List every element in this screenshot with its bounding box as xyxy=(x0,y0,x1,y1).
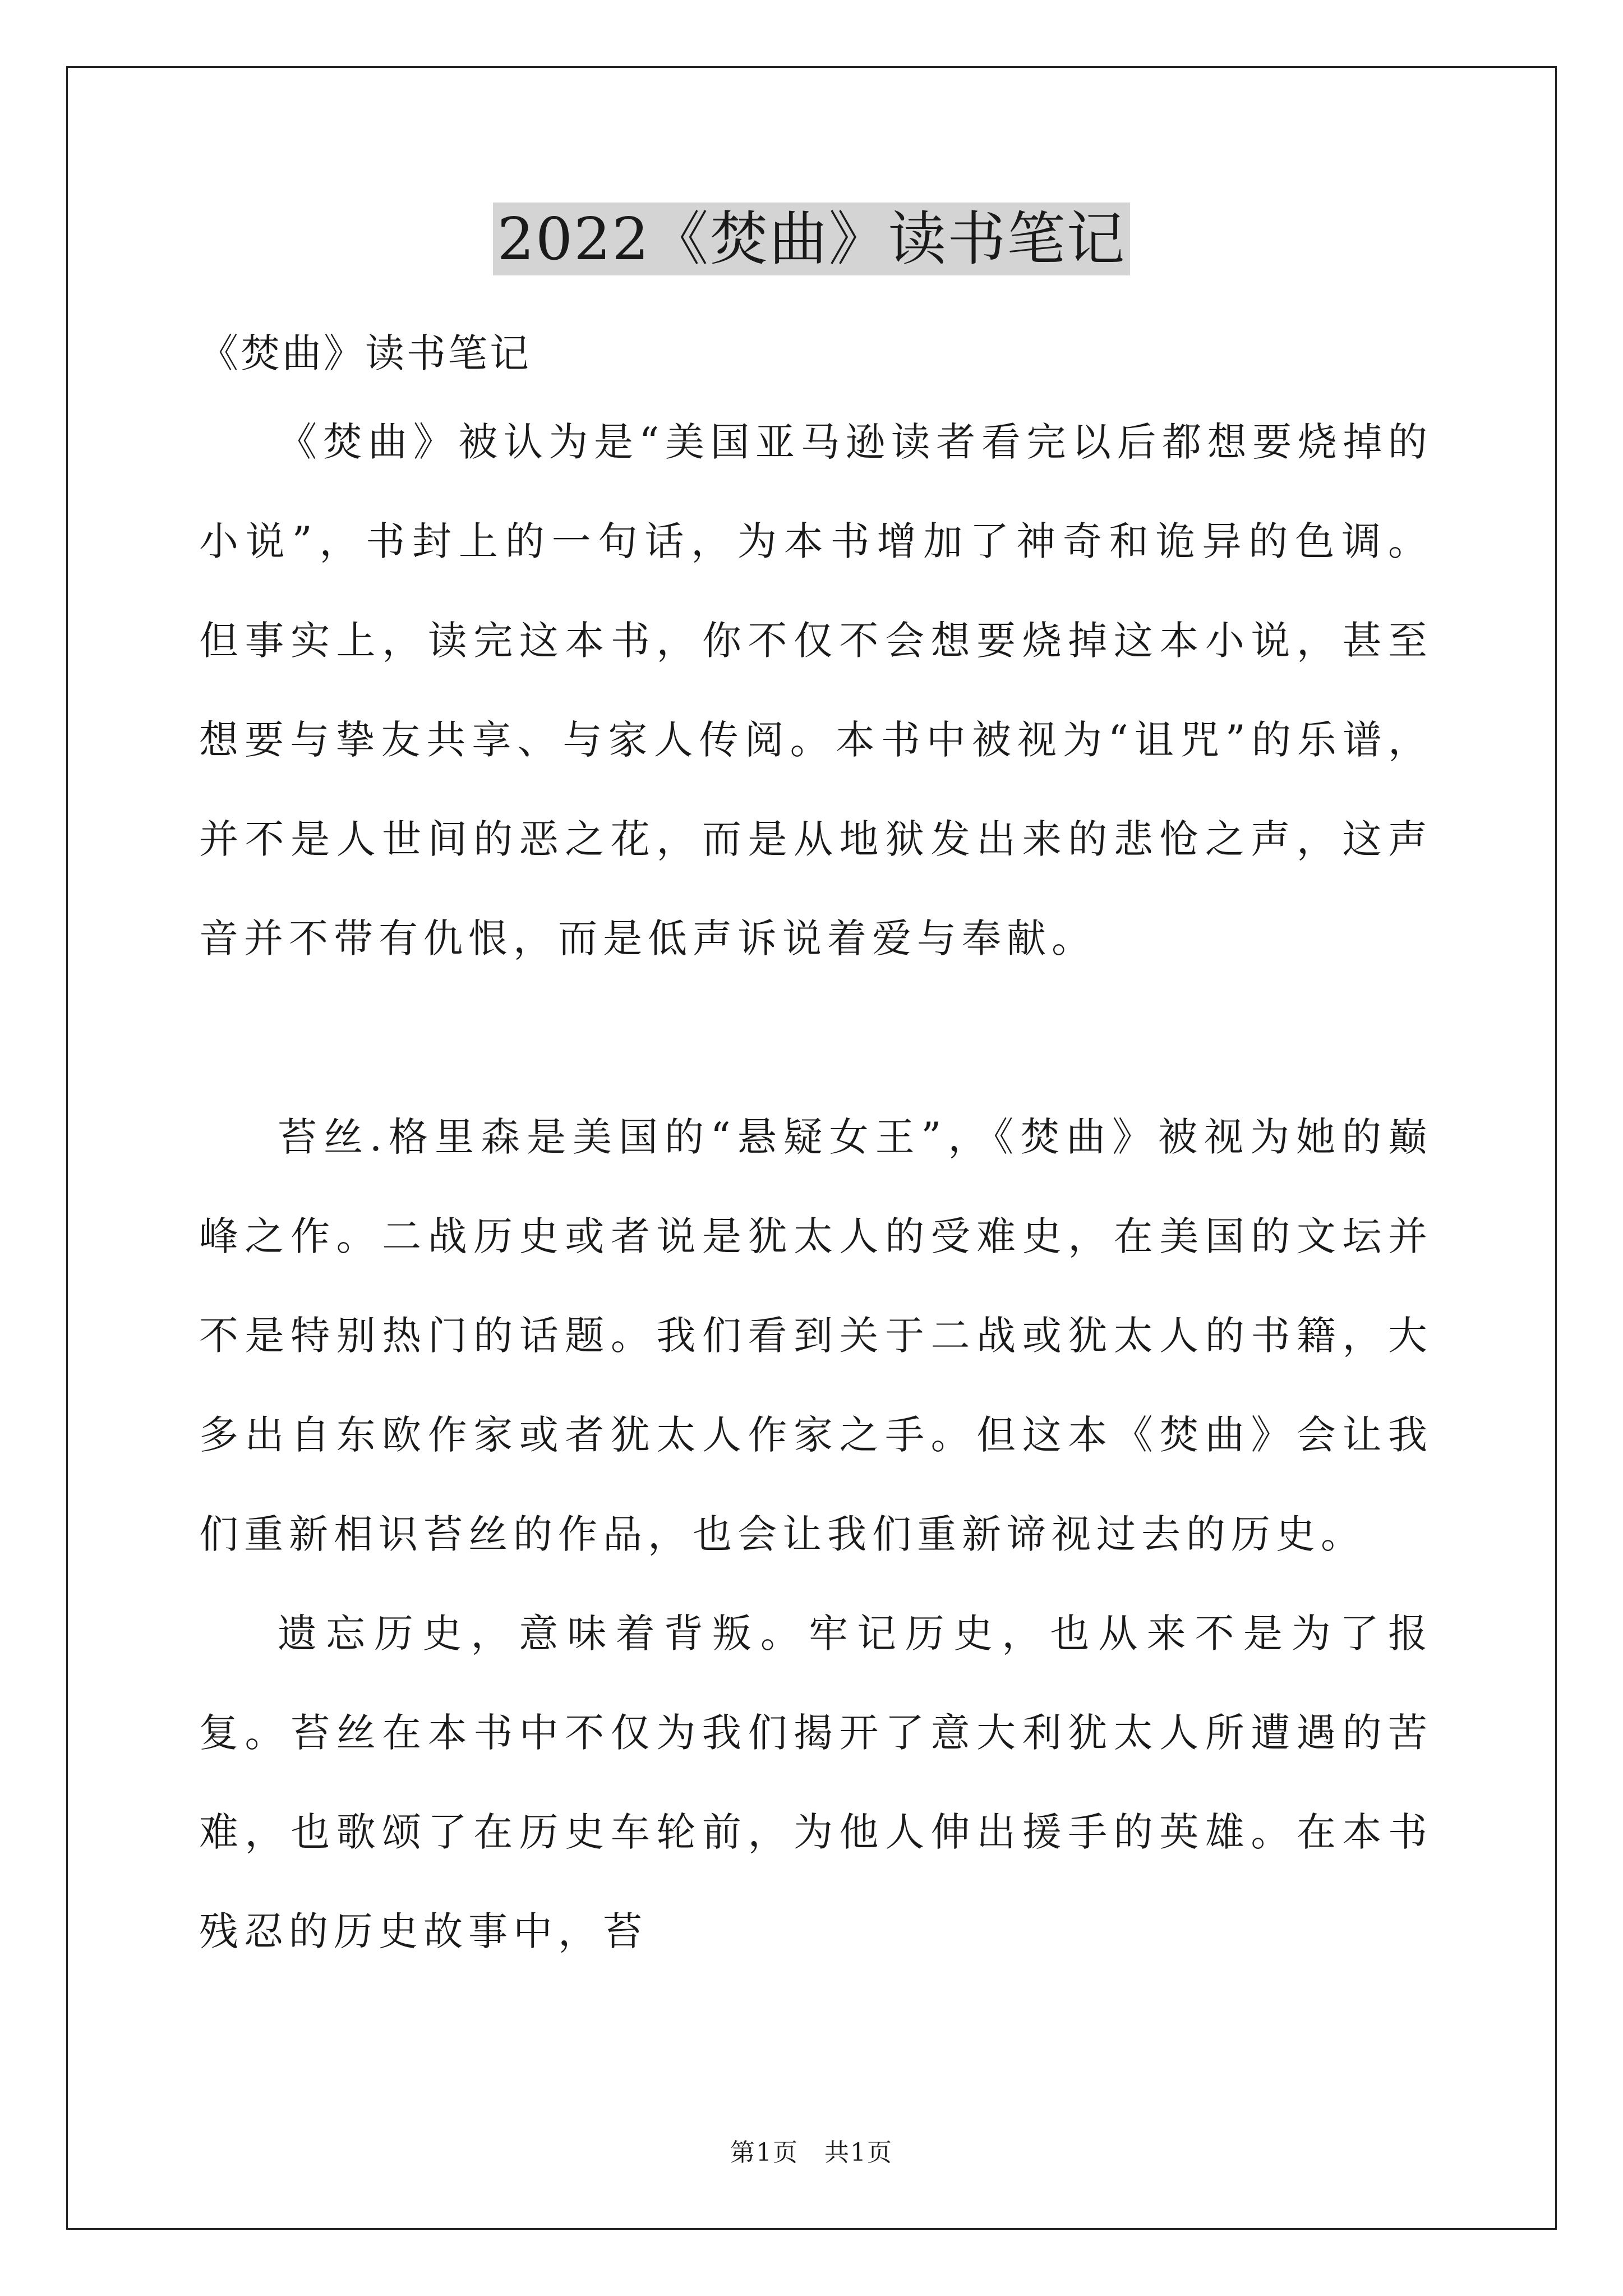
document-body xyxy=(199,314,1433,1981)
paragraph-1: 《焚曲》被认为是“美国亚马逊读者看完以后都想要烧掉的小说”，书封上的一句话，为本书增加了神奇和诡异的色调。但事实上，读完这本书，你不仅不会想要烧掉这本小说，甚至想要与挚友共享、与家人传阅。本书中被视为“诅咒”的乐谱，并不是人世间的恶之花，而是从地狱发出来的悲怆之声，这声音并不带有仇恨，而是低声诉说着爱与奉献。 xyxy=(199,419,1433,961)
document-title-text: 2022《焚曲》读书笔记 xyxy=(493,203,1131,275)
subheading: 《焚曲》读书笔记 xyxy=(199,330,531,376)
document-title xyxy=(0,200,1623,278)
paragraph-3: 遗忘历史，意味着背叛。牢记历史，也从来不是为了报复。苔丝在本书中不仅为我们揭开了意大利犹太人所遭遇的苦难，也歌颂了在历史车轮前，为他人伸出援手的英雄。在本书残忍的历史故事中，苔 xyxy=(199,1611,1433,1954)
paragraph-2: 苔丝.格里森是美国的“悬疑女王”，《焚曲》被视为她的巅峰之作。二战历史或者说是犹太人的受难史，在美国的文坛并不是特别热门的话题。我们看到关于二战或犹太人的书籍，大多出自东欧作家或者犹太人作家之手。但这本《焚曲》会让我们重新相识苔丝的作品，也会让我们重新谛视过去的历史。 xyxy=(199,1114,1433,1557)
page-footer: 第1页 共1页 xyxy=(730,2138,893,2167)
paragraph-spacer xyxy=(199,988,1433,1088)
